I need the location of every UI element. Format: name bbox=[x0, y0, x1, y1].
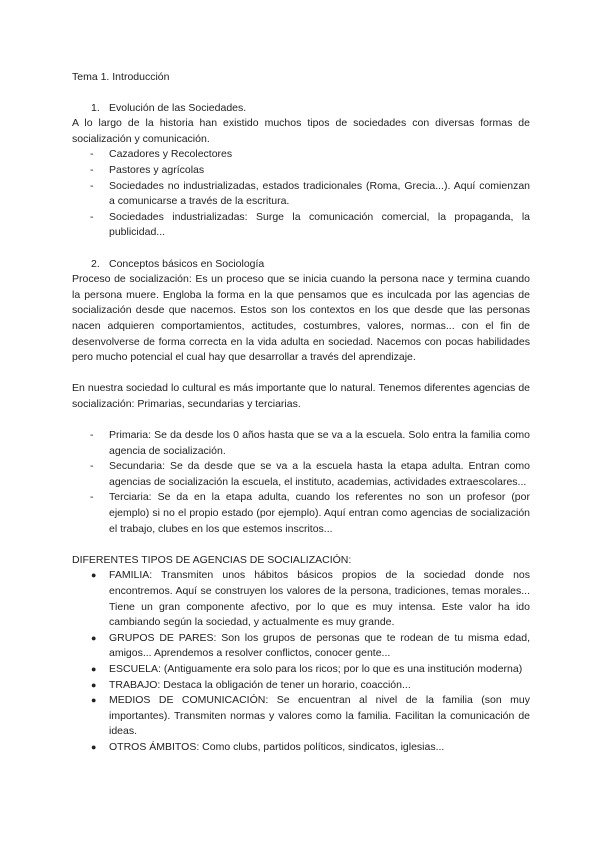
list-item: ● ESCUELA: (Antiguamente era solo para los ricos; por lo que es una institución moderna) bbox=[72, 662, 530, 678]
dash-marker: - bbox=[90, 491, 94, 504]
agencies-intro-paragraph: En nuestra sociedad lo cultural es más importante que lo natural. Tenemos diferentes agencias de socialización: Primarias, secundarias y terciarias. bbox=[72, 382, 530, 410]
dash-marker: - bbox=[90, 429, 94, 442]
spacer bbox=[72, 537, 530, 553]
dash-marker: - bbox=[90, 460, 94, 473]
list-item: - Secundaria: Se da desde que se va a la escuela hasta la etapa adulta. Entran como agencias de socialización la escuela, el instituto, academias, actividades extraescolares... bbox=[90, 460, 530, 488]
list-item: - Sociedades industrializadas: Surge la comunicación comercial, la propaganda, la publicidad... bbox=[90, 210, 530, 239]
section-3-heading: DIFERENTES TIPOS DE AGENCIAS DE SOCIALIZACIÓN: bbox=[72, 553, 352, 566]
bullet-icon: ● bbox=[91, 570, 97, 581]
list-item: - Terciaria: Se da en la etapa adulta, cuando los referentes no son un profesor (por ejemplo) si no el propio estado (por ejemplo). Aquí entran como agencias de socialización el trabajo, clubes en los que estemos inscritos... bbox=[90, 491, 530, 535]
list-item: ● TRABAJO: Destaca la obligación de tener un horario, coacción... bbox=[72, 678, 530, 694]
list-item: - Cazadores y Recolectores bbox=[72, 147, 530, 163]
section-1-list bbox=[72, 147, 530, 241]
dash-marker: - bbox=[90, 148, 94, 161]
list-item: ● GRUPOS DE PARES: Son los grupos de personas que te rodean de tu misma edad, amigos... Aprendemos a resolver conflictos, conocer gente... bbox=[91, 631, 530, 660]
bullet-icon: ● bbox=[91, 632, 97, 643]
dash-marker: - bbox=[90, 179, 94, 192]
list-item: ● OTROS ÁMBITOS: Como clubs, partidos políticos, sindicatos, iglesias... bbox=[72, 740, 530, 756]
list-item: - Sociedades no industrializadas, estados tradicionales (Roma, Grecia...). Aquí comienzan a comunicarse a través de la escritura. bbox=[90, 179, 530, 208]
spacer bbox=[72, 366, 530, 382]
spacer bbox=[72, 412, 530, 428]
list-item: ● MEDIOS DE COMUNICACIÓN: Se encuentran al nivel de la familia (son muy importantes). Transmiten normas y valores como la familia. Facilitan la comunicación de ideas. bbox=[91, 694, 530, 738]
list-item: ● FAMILIA: Transmiten unos hábitos básicos propios de la sociedad donde nos encontremos. Aquí se construyen los valores de la persona, tradiciones, temas morales... Tiene un gran componente afectivo, por lo que es muy intensa. Este valor ha ido cambiando según la sociedad, y actualmente es muy grande. bbox=[91, 569, 530, 629]
page-title: Tema 1. Introducción bbox=[72, 71, 170, 83]
bullet-icon: ● bbox=[91, 663, 97, 674]
bullet-icon: ● bbox=[91, 741, 97, 752]
list-item: - Pastores y agrícolas bbox=[72, 163, 530, 179]
dash-marker: - bbox=[90, 163, 94, 176]
agencies-list bbox=[72, 428, 530, 537]
dash-marker: - bbox=[90, 210, 94, 223]
spacer bbox=[72, 241, 530, 257]
section-2-heading bbox=[72, 257, 530, 273]
section-1-heading bbox=[72, 101, 530, 117]
socialization-paragraph: Proceso de socialización: Es un proceso que se inicia cuando la persona nace y termina cuando la persona muere. Engloba la forma en la que pensamos que es inculcada por las agencias de socialización desde que nacemos. Estos son los contextos en los que desde que las personas nacen adquieren comportamientos, actitudes, costumbres, valores, normas... con el fin de desenvolverse de forma correcta en la vida adulta en sociedad. Nacemos con pocas habilidades pero mucho potencial el cual hay que desarrollar a través del aprendizaje. bbox=[72, 273, 530, 364]
section-1-number: 1. bbox=[91, 101, 100, 114]
agency-types-list bbox=[72, 568, 530, 755]
bullet-icon: ● bbox=[91, 679, 97, 690]
section-1-heading-text: Evolución de las Sociedades. bbox=[109, 101, 247, 114]
section-2-heading-text: Conceptos básicos en Sociología bbox=[109, 257, 265, 270]
list-item: - Primaria: Se da desde los 0 años hasta que se va a la escuela. Solo entra la familia como agencia de socialización. bbox=[90, 429, 530, 457]
section-1-intro: A lo largo de la historia han existido muchos tipos de sociedades con diversas formas de socialización y comunicación. bbox=[72, 117, 530, 145]
section-2-number: 2. bbox=[91, 257, 100, 270]
bullet-icon: ● bbox=[91, 695, 97, 706]
